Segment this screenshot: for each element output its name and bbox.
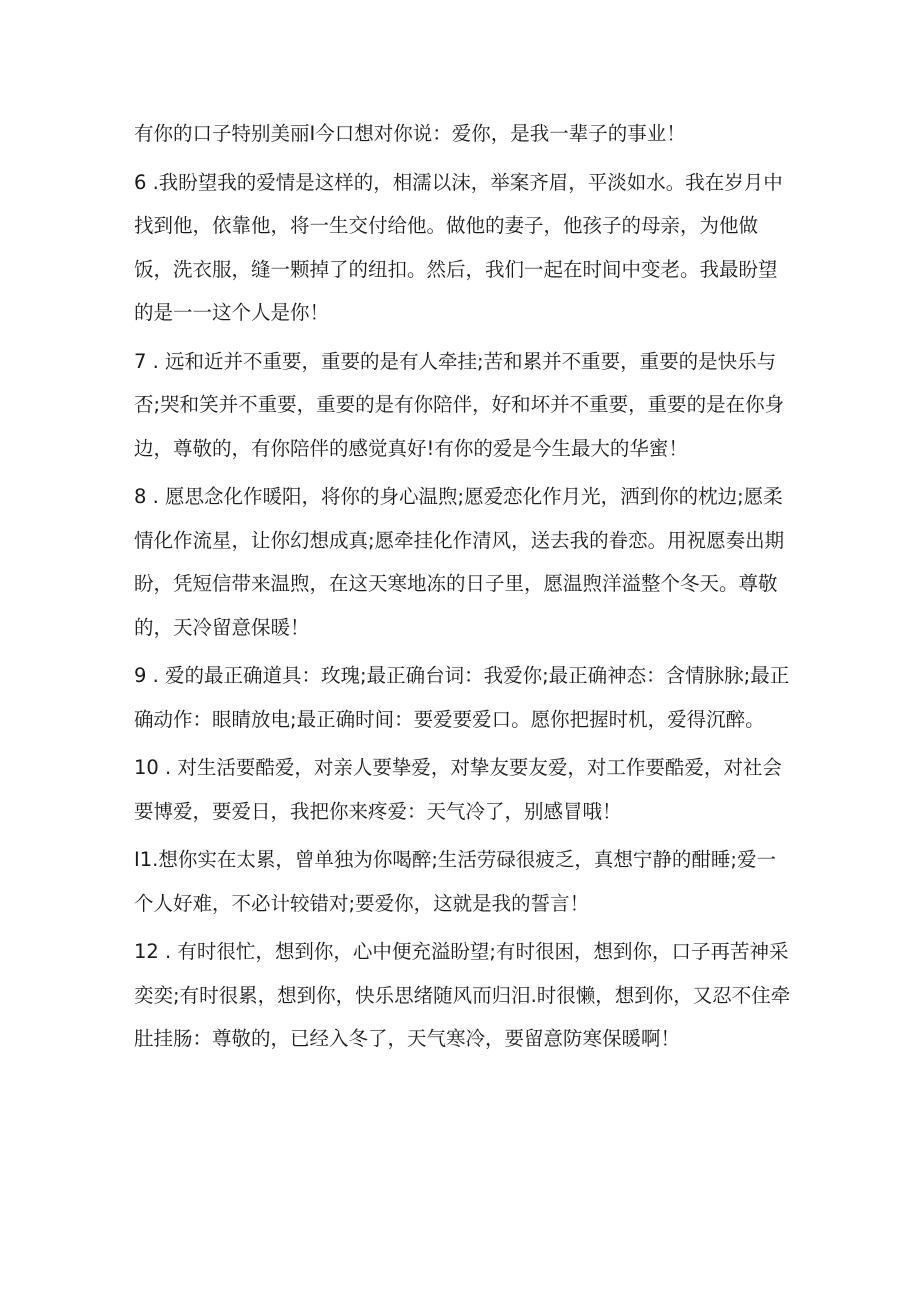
paragraph-12: 12 . 有时很忙，想到你，心中便充溢盼望;有时很困，想到你，口子再苦神采奕奕;有时很累，想到你，快乐思绪随风而归汨.时很懒，想到你，又忍不住牵肚挂肠：尊敬的，已经入冬了，天气寒冷，要留意防寒保暖啊！	[134, 940, 791, 1050]
paragraph-11: I1.想你实在太累，曾单独为你喝醉;生活劳碌很疲乏，真想宁静的酣睡;爱一个人好难，不必计较错对;要爱你，这就是我的誓言！	[134, 848, 776, 915]
document-body	[134, 112, 794, 1066]
paragraph-6: 6 .我盼望我的爱情是这样的，相濡以沫，举案齐眉，平淡如水。我在岁月中找到他，依靠他，将一生交付给他。做他的妻子，他孩子的母亲，为他做饭，洗衣服，缝一颗掉了的纽扣。然后，我们一起在时间中变老。我最盼望的是一一这个人是你！	[134, 170, 783, 324]
paragraph-intro: 有你的口子特别美丽I今口想对你说：爱你，是我一辈子的事业！	[134, 122, 686, 145]
paragraph-8: 8 . 愿思念化作暖阳，将你的身心温煦;愿爱恋化作月光，洒到你的枕边;愿柔情化作流星，让你幻想成真;愿牵挂化作清风，送去我的眷恋。用祝愿奏出期盼，凭短信带来温煦，在这天寒地冻的日子里，愿温煦洋溢整个冬天。尊敬的，天冷留意保暖！	[134, 485, 785, 639]
paragraph-9: 9 . 爱的最正确道具：玫瑰;最正确台词：我爱你;最正确神态：含情脉脉;最正确动作：眼睛放电;最正确时间：要爱要爱口。愿你把握时机，爱得沉醉。	[134, 664, 790, 731]
paragraph-10: 10 . 对生活要酷爱，对亲人要挚爱，对挚友要友爱，对工作要酷爱，对社会要博爱，要爱日，我把你来疼爱：天气冷了，别感冒哦！	[134, 756, 782, 823]
paragraph-7: 7 . 远和近并不重要，重要的是有人牵挂;苦和累并不重要，重要的是快乐与否;哭和笑并不重要，重要的是有你陪伴，好和坏并不重要，重要的是在你身边，尊敬的，有你陪伴的感觉真好!有你的爱是今生最大的华蜜！	[134, 349, 785, 460]
